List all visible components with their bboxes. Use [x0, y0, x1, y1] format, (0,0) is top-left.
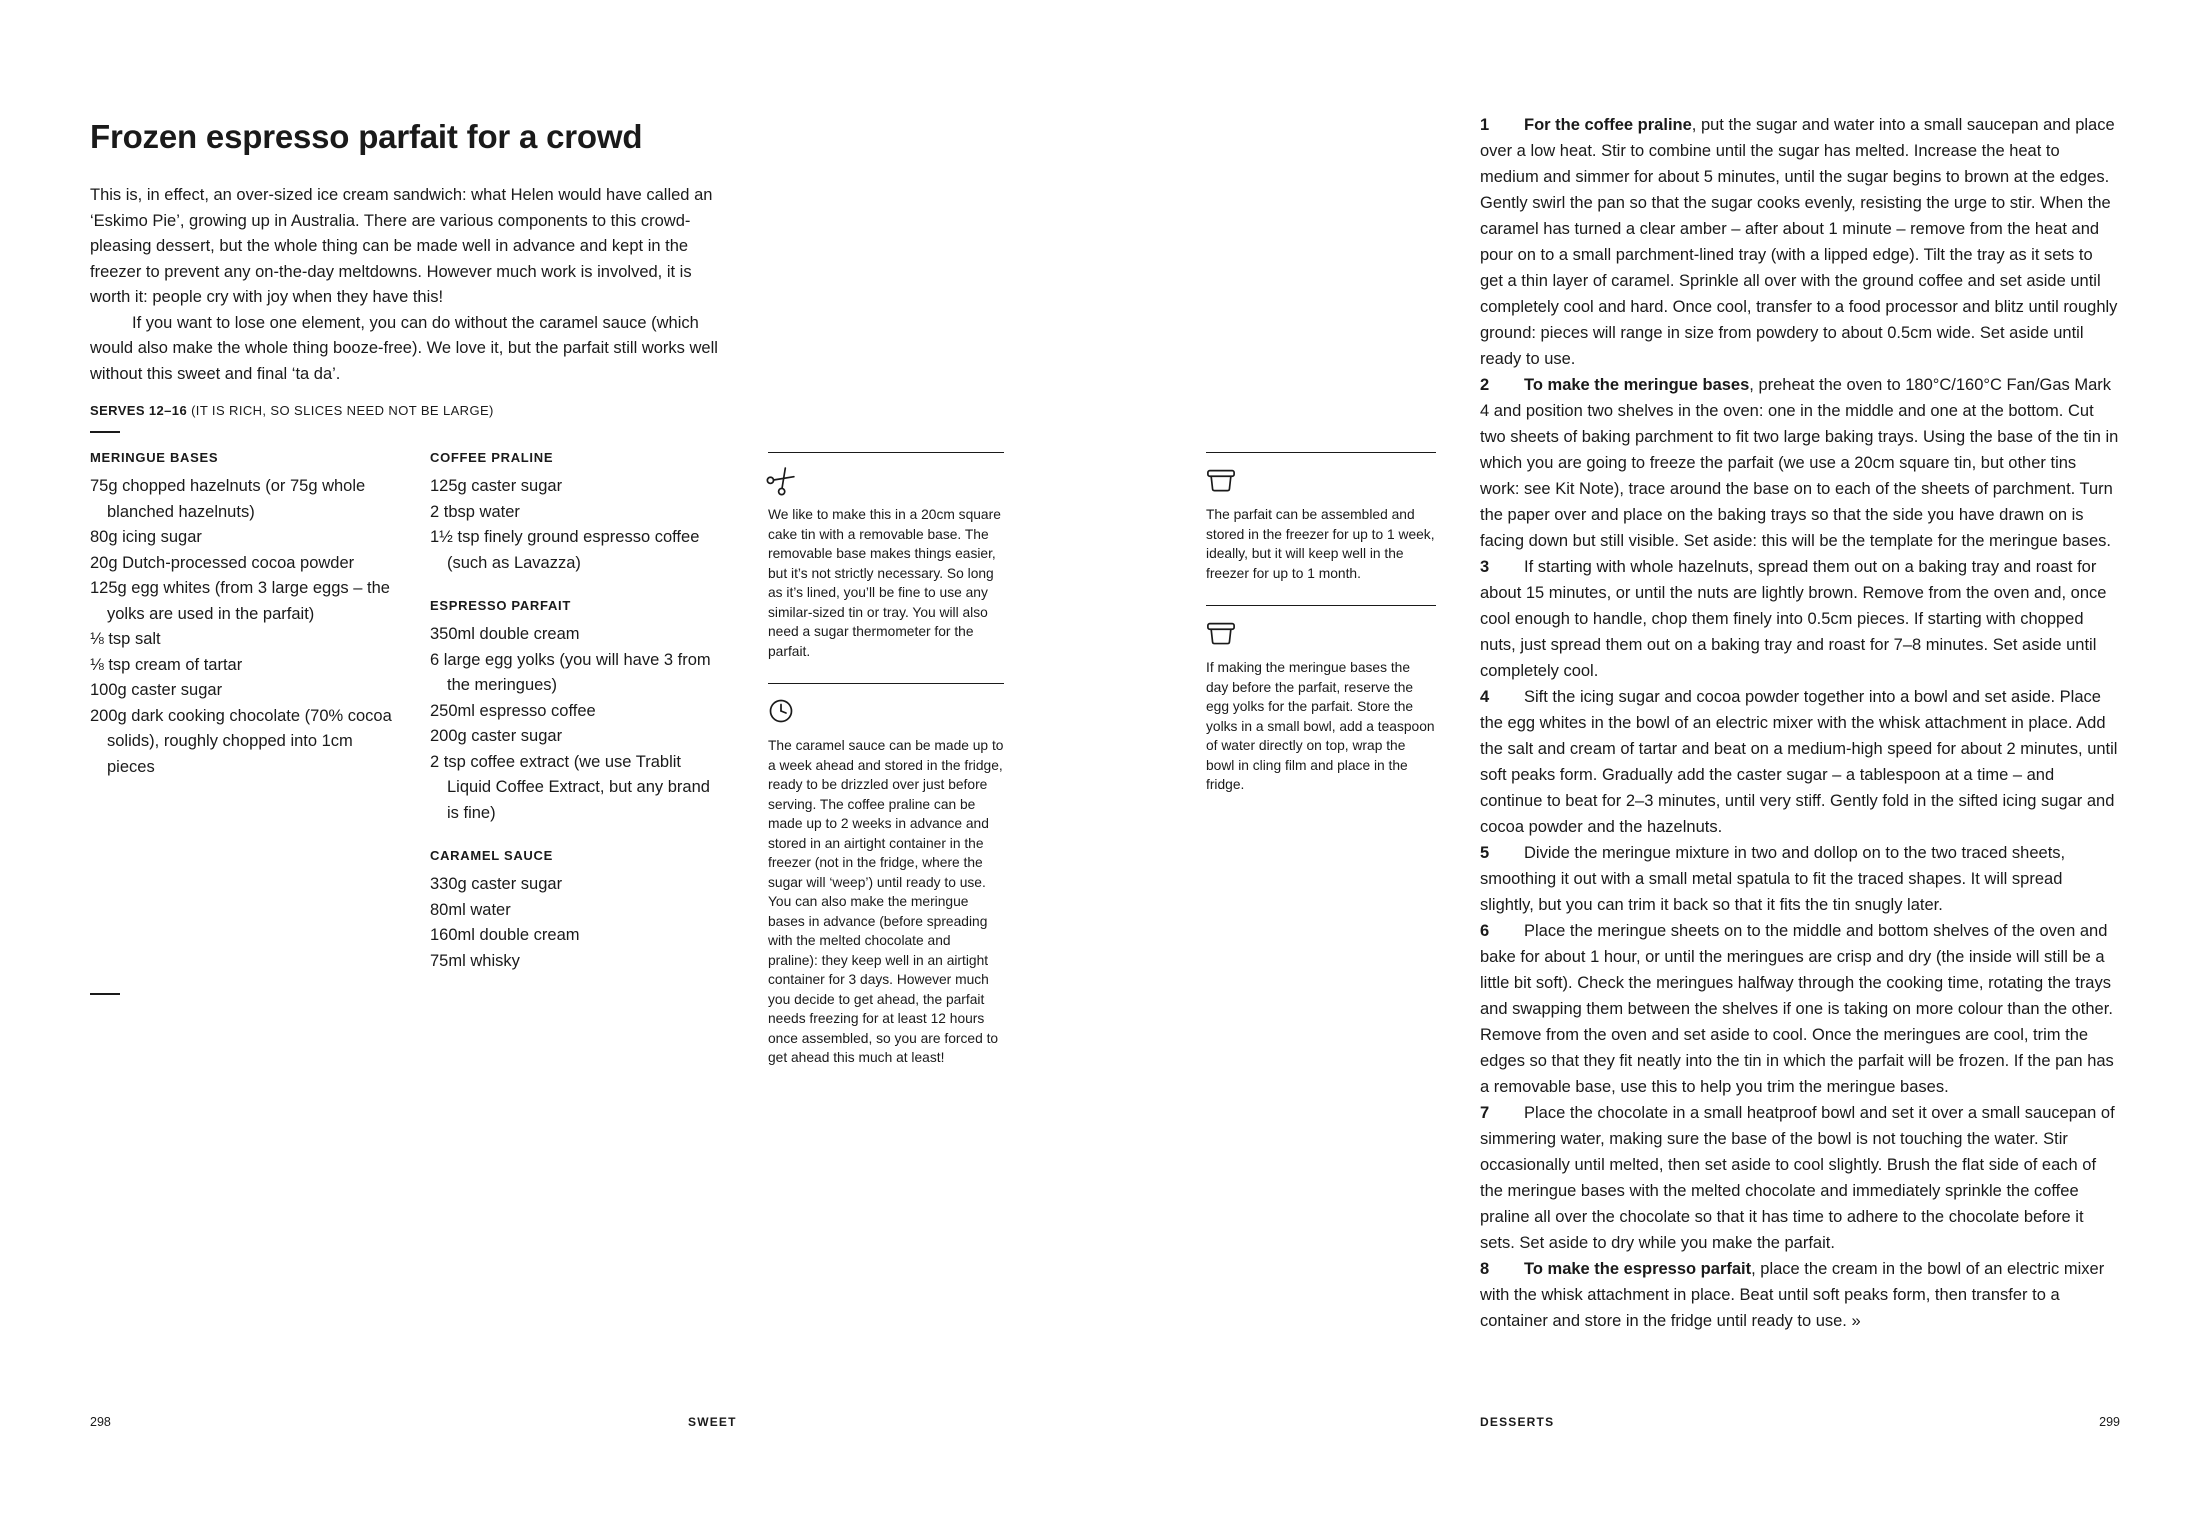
- ingredient-item: ⅛ tsp salt: [90, 630, 161, 648]
- ingredient-item: 1½ tsp finely ground espresso coffee (such as Lavazza): [430, 528, 700, 572]
- serves-note: (IT IS RICH, SO SLICES NEED NOT BE LARGE): [191, 403, 494, 418]
- ingredient-item: 330g caster sugar: [430, 875, 563, 893]
- step-text: , preheat the oven to 180°C/160°C Fan/Gas Mark 4 and position two shelves in the oven: one in the middle and one at the bottom. Cut two sheets of baking parchment to fit two large baking trays. Using the base of the tin in which you are going to freeze the parfait (we use a 20cm square tin, but other tins work: see Kit Note), trace around the base on to each of the sheets of parchment. Turn the paper over and place on the baking trays so that the side you have drawn on is facing down but still visible. Set aside: this will be the template for the meringue bases.: [1480, 376, 2119, 550]
- note-divider: [1206, 605, 1436, 606]
- step-lead: To make the meringue bases: [1524, 376, 1750, 394]
- ingredient-item: 125g caster sugar: [430, 477, 563, 495]
- ingredient-group-meringue: [90, 450, 402, 780]
- method-step: [1480, 1100, 2120, 1256]
- ingredient-item: ⅛ tsp cream of tartar: [90, 655, 243, 674]
- ingredient-item: 6 large egg yolks (you will have 3 from the meringues): [430, 650, 711, 694]
- step-text: Divide the meringue mixture in two and dollop on to the two traced sheets, smoothing it out with a small metal spatula to fit the traced shapes. It will spread slightly, but you can trim it back so that it fits the tin snugly later.: [1480, 844, 2066, 914]
- ingredient-item: 75ml whisky: [430, 951, 520, 970]
- step-lead: To make the espresso parfait: [1524, 1260, 1752, 1278]
- ingredient-item: 100g caster sugar: [90, 681, 223, 699]
- ingredient-item: 20g Dutch-processed cocoa powder: [90, 553, 355, 572]
- ingredient-item: 350ml double cream: [430, 625, 580, 643]
- step-number: 6: [1480, 922, 1490, 940]
- method-step: [1480, 840, 2120, 918]
- step-text: If starting with whole hazelnuts, spread them out on a baking tray and roast for about 15 minutes, or until the nuts are lightly brown. Remove from the oven and, once cool enough to handle, chop them finely into 0.5cm pieces. If starting with chopped nuts, just spread them out on a baking tray and roast for 7–8 minutes. Set aside until completely cool.: [1480, 558, 2107, 680]
- step-text: Place the meringue sheets on to the middle and bottom shelves of the oven and bake for about 1 hour, or until the meringues are crisp and dry (the inside will still be a little bit soft). Check the meringues halfway through the cooking time, rotating the trays and swapping them between the shelves if one is taking on more colour than the other. Remove from the oven and set aside to cool. Once the meringues are cool, trim the edges so that they fit neatly into the tin in which the parfait will be frozen. If the pan has a removable base, use this to help you trim the meringue bases.: [1480, 922, 2114, 1096]
- method-column: [1480, 112, 2120, 1334]
- method-step: [1480, 372, 2120, 554]
- footer-section-left: SWEET: [688, 1415, 737, 1429]
- ingredient-group-parfait: [430, 598, 724, 826]
- ingredients-column-1: [90, 450, 402, 996]
- step-number: 7: [1480, 1104, 1490, 1122]
- intro-paragraph-2: If you want to lose one element, you can do without the caramel sauce (which would also make the whole thing booze-free). We love it, but the parfait still works well without this sweet and final ‘ta da’.: [90, 313, 718, 383]
- divider-dash: [90, 431, 120, 433]
- ingredient-item: 80ml water: [430, 900, 511, 919]
- method-step: [1480, 1256, 2120, 1334]
- step-lead: For the coffee praline: [1524, 116, 1692, 134]
- step-text: , place the cream in the bowl of an electric mixer with the whisk attachment in place. Beat until soft peaks form, then transfer to a container and store in the fridge until ready to use. »: [1480, 1260, 2105, 1330]
- kit-note: We like to make this in a 20cm square cake tin with a removable base. The removable base makes things easier, but it’s not strictly necessary. So long as it’s lined, you’ll be fine to use any similar-sized tin or tray. You will also need a sugar thermometer for the parfait.: [768, 507, 1001, 659]
- step-number: 3: [1480, 558, 1490, 576]
- divider-dash-bottom: [90, 993, 120, 995]
- ingredient-group-heading: CARAMEL SAUCE: [430, 848, 553, 863]
- ingredient-group-praline: [430, 450, 724, 576]
- ingredient-group-heading: ESPRESSO PARFAIT: [430, 598, 571, 613]
- storage-note-yolks: If making the meringue bases the day before the parfait, reserve the egg yolks for the parfait. Store the yolks in a small bowl, add a teaspoon of water directly on top, wrap the bowl in cling film and place in the fridge.: [1206, 660, 1435, 792]
- storage-container-icon: [1206, 618, 1436, 648]
- note-divider: [768, 683, 1004, 684]
- ingredient-item: 2 tsp coffee extract (we use Trablit Liquid Coffee Extract, but any brand is fine): [430, 752, 710, 822]
- ingredients-section: [90, 450, 724, 996]
- note-divider: [1206, 452, 1436, 453]
- intro-paragraph-1: This is, in effect, an over-sized ice cream sandwich: what Helen would have called an ‘Eskimo Pie’, growing up in Australia. There are various components to this crowd-pleasing dessert, but the whole thing can be made well in advance and kept in the freezer to prevent any on-the-day meltdowns. However much work is involved, it is worth it: people cry with joy when they have this!: [90, 186, 713, 306]
- step-text: , put the sugar and water into a small saucepan and place over a low heat. Stir to combine until the sugar has melted. Increase the heat to medium and simmer for about 5 minutes, until the sugar begins to brown at the edges. Gently swirl the pan so that the sugar cooks evenly, resisting the urge to stir. When the caramel has turned a clear amber – after about 1 minute – remove from the heat and pour on to a small parchment-lined tray (with a lipped edge). Tilt the tray as it sets to get a thin layer of caramel. Sprinkle all over with the ground coffee and set aside until completely cool and hard. Once cool, transfer to a food processor and blitz until roughly ground: pieces will range in size from powdery to about 0.5cm wide. Set aside until ready to use.: [1480, 116, 2118, 368]
- storage-notes-column: [1206, 452, 1436, 817]
- page-number-right: 299: [2099, 1415, 2120, 1429]
- page-number-left: 298: [90, 1415, 111, 1429]
- serves-label: SERVES 12–16: [90, 403, 188, 418]
- ingredient-group-caramel: [430, 848, 724, 974]
- step-number: 5: [1480, 844, 1490, 862]
- ingredients-column-2: [430, 450, 724, 996]
- ingredient-item: 160ml double cream: [430, 926, 580, 944]
- ingredient-item: 75g chopped hazelnuts (or 75g whole blanched hazelnuts): [90, 477, 366, 521]
- page-title: Frozen espresso parfait for a crowd: [90, 118, 643, 155]
- method-step: [1480, 112, 2120, 372]
- ingredient-item: 200g dark cooking chocolate (70% cocoa solids), roughly chopped into 1cm pieces: [90, 706, 392, 776]
- method-step: [1480, 918, 2120, 1100]
- method-step: [1480, 684, 2120, 840]
- step-text: Sift the icing sugar and cocoa powder together into a bowl and set aside. Place the egg whites in the bowl of an electric mixer with the whisk attachment in place. Add the salt and cream of tartar and beat on a medium-high speed for about 2 minutes, until soft peaks form. Gradually add the caster sugar – a tablespoon at a time – and continue to beat for 2–3 minutes, until very stiff. Gently fold in the sifted icing sugar and cocoa powder and the hazelnuts.: [1480, 688, 2118, 836]
- kit-notes-column: [768, 452, 1004, 1090]
- make-ahead-note: The caramel sauce can be made up to a week ahead and stored in the fridge, ready to be drizzled over just before serving. The coffee praline can be made up to 2 weeks in advance and stored in an airtight container in the freezer (not in the fridge, where the sugar will ‘weep’) until ready to use. You can also make the meringue bases in advance (before spreading with the melted chocolate and praline): they keep well in an airtight container for 3 days. However much you decide to get ahead, the parfait needs freezing for at least 12 hours once assembled, so you are forced to get ahead this much at least!: [768, 738, 1004, 1065]
- step-number: 4: [1480, 688, 1490, 706]
- storage-container-icon: [1206, 465, 1436, 495]
- note-divider: [768, 452, 1004, 453]
- step-number: 2: [1480, 376, 1490, 394]
- step-number: 1: [1480, 116, 1490, 134]
- step-text: Place the chocolate in a small heatproof bowl and set it over a small saucepan of simmering water, making sure the base of the bowl is not touching the water. Stir occasionally until melted, then set aside to cool slightly. Brush the flat side of each of the meringue bases with the melted chocolate and immediately sprinkle the coffee praline all over the chocolate so that it has time to adhere to the chocolate before it sets. Set aside to dry while you make the parfait.: [1480, 1104, 2115, 1252]
- method-step: [1480, 554, 2120, 684]
- ingredient-item: 2 tbsp water: [430, 502, 520, 521]
- ingredient-group-heading: MERINGUE BASES: [90, 450, 219, 465]
- clock-icon: [768, 696, 1004, 726]
- ingredient-item: 80g icing sugar: [90, 528, 202, 546]
- ingredient-item: 200g caster sugar: [430, 727, 563, 745]
- recipe-main-column: [90, 118, 724, 996]
- step-number: 8: [1480, 1260, 1490, 1278]
- ingredient-item: 125g egg whites (from 3 large eggs – the yolks are used in the parfait): [90, 579, 390, 623]
- ingredient-item: 250ml espresso coffee: [430, 701, 596, 720]
- scissors-icon: [768, 465, 1004, 495]
- footer-section-right: DESSERTS: [1480, 1415, 1555, 1429]
- storage-note-week: The parfait can be assembled and stored in the freezer for up to 1 week, ideally, but it will keep well in the freezer for up to 1 month.: [1206, 507, 1435, 581]
- ingredient-group-heading: COFFEE PRALINE: [430, 450, 554, 465]
- serves-line: [90, 403, 724, 418]
